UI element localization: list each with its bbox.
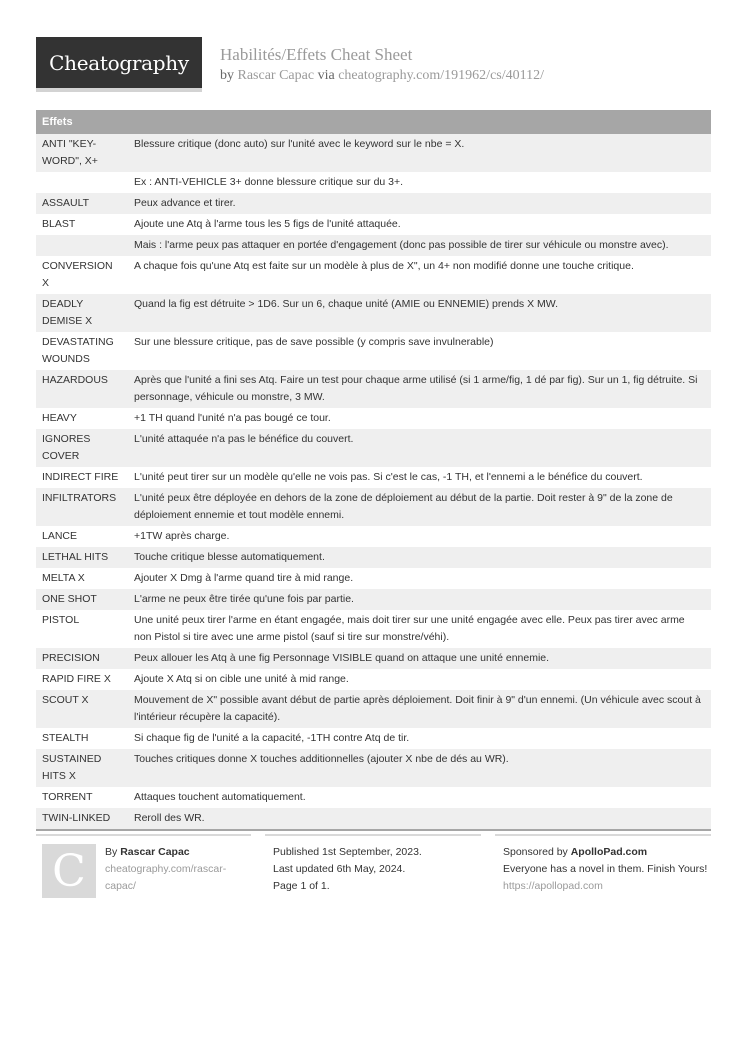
effect-term: CONVERSION X — [42, 260, 113, 289]
effect-description: L'unité attaquée n'a pas le bénéfice du couvert. — [134, 433, 354, 445]
footer-rule — [36, 834, 251, 836]
table-row — [36, 172, 711, 193]
sponsor-text: Everyone has a novel in them. Finish Yours! — [503, 863, 708, 875]
footer-by-label: By — [105, 846, 118, 858]
table-row — [36, 193, 711, 214]
via-label: via — [317, 68, 335, 83]
table-row — [36, 332, 711, 370]
effect-description: Mais : l'arme peux pas attaquer en portée d'engagement (donc pas possible de tirer sur véhicule ou monstre avec). — [134, 239, 669, 251]
table-row — [36, 467, 711, 488]
effect-description: Peux allouer les Atq à une fig Personnage VISIBLE quand on attaque une unité ennemie. — [134, 652, 550, 664]
effect-term: ASSAULT — [42, 197, 90, 209]
table-row — [36, 429, 711, 467]
effect-description: Peux advance et tirer. — [134, 197, 236, 209]
table-row — [36, 526, 711, 547]
effect-description: Sur une blessure critique, pas de save possible (y compris save invulnerable) — [134, 336, 494, 348]
effect-description: L'unité peut tirer sur un modèle qu'elle ne vois pas. Si c'est le cas, -1 TH, et l'ennemi a le bénéfice du couvert. — [134, 471, 643, 483]
effect-term: ANTI "KEY-WORD", X+ — [42, 138, 98, 167]
sponsor-url[interactable]: https://apollopad.com — [503, 880, 603, 892]
table-row — [36, 408, 711, 429]
table-row — [36, 787, 711, 808]
title-block — [220, 45, 544, 85]
by-label: by — [220, 68, 234, 83]
footer-rule — [265, 834, 481, 836]
cheatography-logo[interactable] — [36, 37, 202, 92]
table-row — [36, 728, 711, 749]
effect-term — [36, 172, 128, 193]
effect-description: +1TW après charge. — [134, 530, 230, 542]
table-row — [36, 648, 711, 669]
effect-description: Reroll des WR. — [134, 812, 205, 824]
effets-table — [36, 134, 711, 829]
effect-term: INDIRECT FIRE — [42, 471, 119, 483]
effect-description: Attaques touchent automatiquement. — [134, 791, 306, 803]
effect-description: +1 TH quand l'unité n'a pas bougé ce tour. — [134, 412, 331, 424]
footer-rule — [495, 834, 711, 836]
effect-description: A chaque fois qu'une Atq est faite sur un modèle à plus de X", un 4+ non modifié donne une touche critique. — [134, 260, 634, 272]
published-date: Published 1st September, 2023. — [273, 846, 422, 858]
logo-text: Cheatography — [49, 50, 189, 75]
updated-date: Last updated 6th May, 2024. — [273, 863, 406, 875]
effect-description: Touches critiques donne X touches additionnelles (ajouter X nbe de dés au WR). — [134, 753, 509, 765]
effect-description: Touche critique blesse automatiquement. — [134, 551, 325, 563]
effets-section — [36, 110, 711, 831]
effect-term: DEVASTATING WOUNDS — [42, 336, 114, 365]
effect-term — [36, 235, 128, 256]
effect-term: LETHAL HITS — [42, 551, 109, 563]
effect-description: Mouvement de X" possible avant début de partie après déploiement. Doit finir à 9" d'un ennemi. (Un véhicule avec scout à l'intérieur récupère la capacité). — [134, 694, 701, 723]
sponsor-label: Sponsored by — [503, 846, 568, 858]
effect-term: MELTA X — [42, 572, 85, 584]
table-row — [36, 256, 711, 294]
effect-description: Quand la fig est détruite > 1D6. Sur un 6, chaque unité (AMIE ou ENNEMIE) prends X MW. — [134, 298, 558, 310]
effect-description: Après que l'unité a fini ses Atq. Faire un test pour chaque arme utilisé (si 1 arme/fig, 1 dé par fig). Sur un 1, fig détruite. Si personnage, véhicule ou monstre, 3 MW. — [134, 374, 698, 403]
table-row — [36, 214, 711, 235]
byline — [220, 66, 544, 85]
table-row — [36, 589, 711, 610]
effect-description: L'arme ne peux être tirée qu'une fois par partie. — [134, 593, 354, 605]
footer — [36, 836, 711, 916]
effect-term: ONE SHOT — [42, 593, 97, 605]
table-row — [36, 294, 711, 332]
table-row — [36, 134, 711, 172]
effect-term: LANCE — [42, 530, 78, 542]
effect-term: DEADLY DEMISE X — [42, 298, 93, 327]
effect-description: Si chaque fig de l'unité a la capacité, -1TH contre Atq de tir. — [134, 732, 410, 744]
effect-description: Ajoute une Atq à l'arme tous les 5 figs de l'unité attaquée. — [134, 218, 401, 230]
section-title: Effets — [36, 110, 711, 134]
table-row — [36, 749, 711, 787]
table-row — [36, 690, 711, 728]
page-title: Habilités/Effets Cheat Sheet — [220, 45, 413, 64]
footer-author-link[interactable]: Rascar Capac — [120, 846, 190, 858]
effect-description: Ajouter X Dmg à l'arme quand tire à mid range. — [134, 572, 354, 584]
section-divider — [36, 829, 711, 831]
effect-description: L'unité peux être déployée en dehors de la zone de déploiement au début de la partie. Doit rester à 9" de la zone de déploiement ennemie et tout modèle ennemi. — [134, 492, 673, 521]
page-number: Page 1 of 1. — [273, 880, 330, 892]
effect-term: SCOUT X — [42, 694, 89, 706]
effect-term: IGNORES COVER — [42, 433, 91, 462]
footer-author-url[interactable]: cheatography.com/rascar-capac/ — [105, 863, 227, 892]
effect-description: Ajoute X Atq si on cible une unité à mid range. — [134, 673, 349, 685]
effect-term: HEAVY — [42, 412, 77, 424]
effect-term: SUSTAINED HITS X — [42, 753, 102, 782]
sheet-url-link[interactable]: cheatography.com/191962/cs/40112/ — [338, 68, 544, 83]
effect-term: PRECISION — [42, 652, 100, 664]
author-link[interactable]: Rascar Capac — [237, 68, 315, 83]
effect-term: RAPID FIRE X — [42, 673, 111, 685]
table-row — [36, 568, 711, 589]
table-row — [36, 808, 711, 829]
table-row — [36, 370, 711, 408]
effect-term: STEALTH — [42, 732, 89, 744]
effect-term: TWIN-LINKED — [42, 812, 111, 824]
effect-term: TORRENT — [42, 791, 93, 803]
table-row — [36, 610, 711, 648]
effect-description: Une unité peux tirer l'arme en étant engagée, mais doit tirer sur une unité engagée avec elle. Peux pas tirer avec arme non Pistol si tire avec une arme pistol (sauf si tire sur monstre/véhi). — [134, 614, 685, 643]
table-row — [36, 669, 711, 690]
table-row — [36, 488, 711, 526]
effect-term: HAZARDOUS — [42, 374, 108, 386]
table-row — [36, 235, 711, 256]
effect-description: Ex : ANTI-VEHICLE 3+ donne blessure critique sur du 3+. — [134, 176, 404, 188]
effect-term: BLAST — [42, 218, 76, 230]
effect-term: INFILTRATORS — [42, 492, 117, 504]
sponsor-link[interactable]: ApolloPad.com — [570, 846, 648, 858]
effect-term: PISTOL — [42, 614, 80, 626]
table-row — [36, 547, 711, 568]
avatar-letter: C — [52, 845, 86, 897]
avatar[interactable] — [42, 844, 96, 898]
effect-description: Blessure critique (donc auto) sur l'unité avec le keyword sur le nbe = X. — [134, 138, 465, 150]
